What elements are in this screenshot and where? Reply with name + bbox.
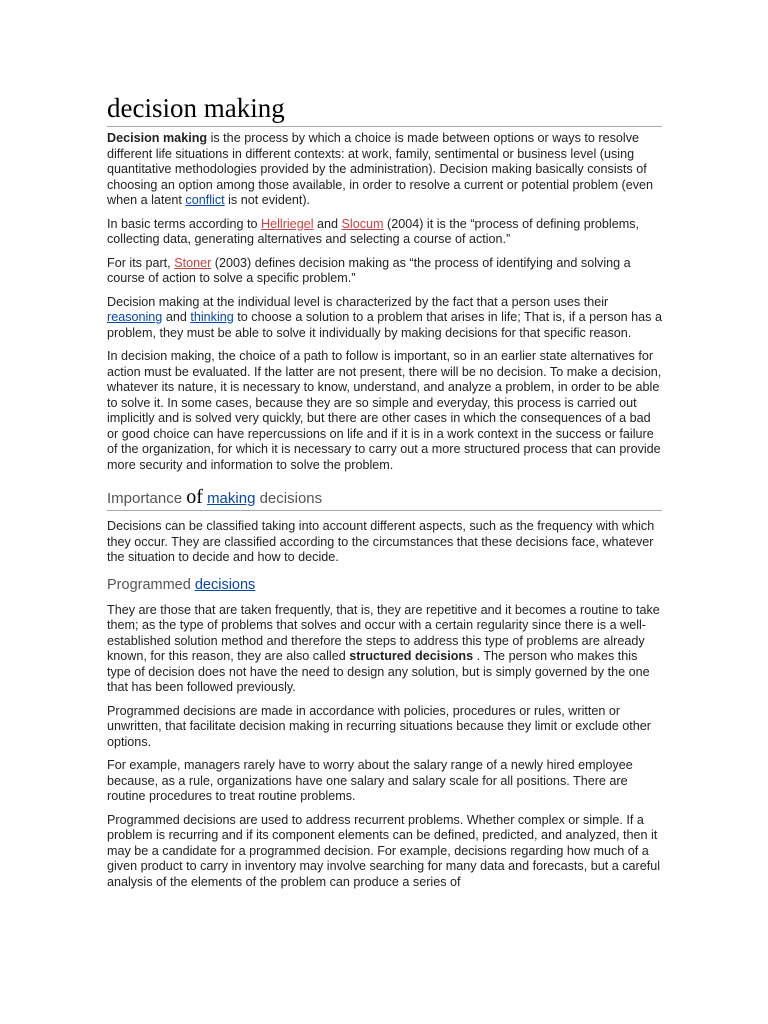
heading-text: Programmed <box>107 576 195 593</box>
paragraph-text: is the process by which a choice is made between options or ways to resolve different life situations in different contexts: at work, family, sentimental or business level (using quantitative methodologies provided by the administration). Decision making basically consists of choosing an option among those available, in order to resolve a current or potential problem (even when a latent <box>107 131 654 207</box>
paragraph-policies: Programmed decisions are made in accordance with policies, procedures or rules, written or unwritten, that facilitate decision making in recurring situations because they limit or exclude other options. <box>107 703 651 749</box>
link-reasoning[interactable]: reasoning <box>107 310 163 324</box>
paragraph-text: For its part, <box>107 255 175 270</box>
page-title: decision making <box>107 92 662 127</box>
paragraph-intro <box>107 131 662 209</box>
heading-text: of <box>186 486 203 508</box>
paragraph-definition <box>107 217 662 248</box>
paragraph-text: is not evident). <box>224 193 311 207</box>
link-slocum[interactable]: Slocum <box>341 216 384 231</box>
link-thinking[interactable]: thinking <box>190 310 234 324</box>
paragraph-recurrent: Programmed decisions are used to address recurrent problems. Whether complex or simple. If a problem is recurring and if its component elements can be defined, predicted, and analyzed, then it may be a candidate for a programmed decision. For example, decisions regarding how much of a given product to carry in inventory may involve searching for many data and forecasts, but a careful analysis of the elements of the problem can produce a series of <box>107 812 661 889</box>
link-decisions[interactable]: decisions <box>194 576 256 593</box>
paragraph-text: and <box>313 216 342 231</box>
paragraph-text: and <box>162 310 191 324</box>
paragraph-stoner <box>107 256 662 287</box>
paragraph-text: They are those that are taken frequently, that is, they are repetitive and it becomes a routine to take them; as the type of problems that solves and occur with a certain regularity since there is a well-established solution method and therefore the steps to address this type of problems are already known, for this reason, they are also called <box>107 602 660 663</box>
paragraph-text: In basic terms according to <box>107 216 261 231</box>
paragraph-text: (2003) defines decision making as “the process of identifying and solving a course of action to solve a specific problem.” <box>107 255 631 285</box>
link-stoner[interactable]: Stoner <box>174 255 212 270</box>
paragraph-text: (2004) it is the “process of defining problems, collecting data, generating alternatives and selecting a course of action.” <box>107 216 640 246</box>
paragraph-choice: In decision making, the choice of a path to follow is important, so in an earlier state alternatives for action must be evaluated. If the latter are not present, there will be no decision. To make a decision, whatever its nature, it is necessary to know, understand, and analyze a problem, in order to be able to solve it. In some cases, because they are so simple and everyday, this process is carried out implicitly and is solved very quickly, but there are other cases in which the consequences of a bad or good choice can have repercussions on life and if it is in a work context in the success or failure of the organization, for which it is necessary to carry out a more structured process that can provide more security and information to solve the problem. <box>107 349 662 472</box>
term-structured-decisions: structured decisions <box>349 649 474 663</box>
link-hellriegel[interactable]: Hellriegel <box>261 216 314 231</box>
paragraph-programmed-def <box>107 603 662 696</box>
document-page <box>107 92 662 898</box>
section-heading-importance <box>107 487 662 511</box>
paragraph-text: Decision making at the individual level is characterized by the fact that a person uses their <box>107 294 609 309</box>
link-making[interactable]: making <box>207 490 256 507</box>
section-heading-programmed <box>107 576 662 595</box>
link-conflict[interactable]: conflict <box>185 193 225 207</box>
term-decision-making: Decision making <box>107 131 208 145</box>
heading-text: Importance <box>107 490 187 507</box>
paragraph-classification: Decisions can be classified taking into account different aspects, such as the frequency with which they occur. They are classified according to the circumstances that these decisions face, whatever the situation to decide and how to decide. <box>107 519 655 564</box>
paragraph-text: to choose a solution to a problem that arises in life; That is, if a person has a problem, they must be able to solve it individually by making decisions for that specific reason. <box>107 310 662 340</box>
paragraph-text: . The person who makes this type of decision does not have the need to design any solution, but is simply governed by the one that has been followed previously. <box>107 649 650 694</box>
paragraph-individual <box>107 295 662 342</box>
heading-text: decisions <box>255 490 323 507</box>
paragraph-example: For example, managers rarely have to worry about the salary range of a newly hired employee because, as a rule, organizations have one salary and salary scale for all positions. There are routine procedures to treat routine problems. <box>107 758 633 803</box>
